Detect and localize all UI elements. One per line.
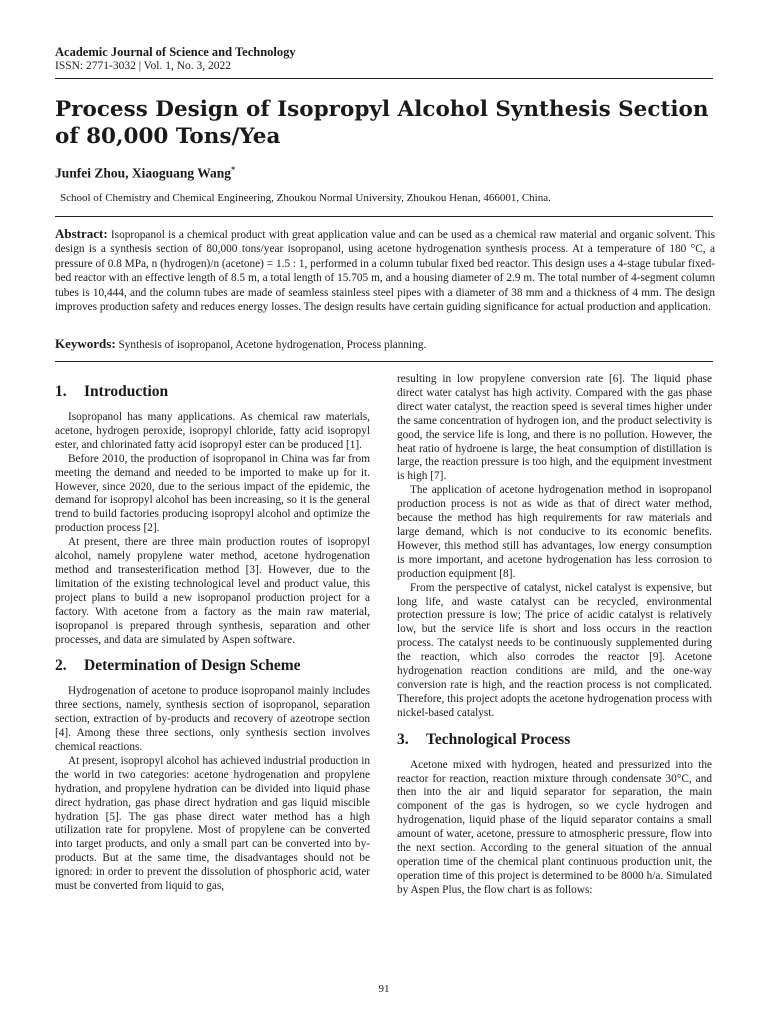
paragraph: At present, isopropyl alcohol has achieved industrial production in the world in two categories: acetone hydrogenation and propylene hydration, and propylene hydration can be divided into liquid phase direct hydration, gas phase direct hydration and gas liquid miscible hydration [5]. The gas phase direct water method has a high utilization rate for propylene. Most of propylene can be converted into target products, and only a small part can be converted into by-products. But at the same time, the disadvantages should not be ignored: in order to prevent the dissolution of phosphoric acid, water must be converted from liquid to gas,: [55, 754, 370, 893]
keywords-label: Keywords:: [55, 336, 116, 351]
keywords-text: Synthesis of isopropanol, Acetone hydrogenation, Process planning.: [118, 339, 427, 351]
paragraph: Before 2010, the production of isopropanol in China was far from meeting the demand and needed to be imported to make up for it. However, since 2020, due to the serious impact of the epidemic, the demand for isopropyl alcohol has been increasing, so it is the general trend to build factories producing isopropyl alcohol and optimize the production process [2].: [55, 452, 370, 535]
affiliation: School of Chemistry and Chemical Engineering, Zhoukou Normal University, Zhoukou Henan, 466001, China.: [60, 192, 551, 204]
paragraph: Acetone mixed with hydrogen, heated and pressurized into the reactor for reaction, reaction mixture through condensate 30°C, and then into the air and liquid separator for separation, the main component of the gas is hydrogen, so we cycle hydrogen and hydrogenation, liquid phase of the liquid separator contains a small amount of water, acetone, pressure to atmospheric pressure, flow into the next section. According to the general situation of the annual operation time of the chemical plant continuous production unit, the operation time of this project is determined to be 8000 h/a. Simulated by Aspen Plus, the flow chart is as follows:: [397, 758, 712, 896]
paper-title: Process Design of Isopropyl Alcohol Synthesis Section of 80,000 Tons/Yea: [55, 97, 709, 149]
keywords-divider: [55, 361, 713, 362]
keywords: [55, 337, 715, 352]
section-heading-introduction: [55, 383, 370, 401]
section-number: 2.: [55, 657, 67, 675]
corresponding-author-mark: *: [231, 165, 236, 174]
journal-issn: ISSN: 2771-3032 | Vol. 1, No. 3, 2022: [55, 60, 231, 72]
paragraph: Isopropanol has many applications. As chemical raw materials, acetone, hydrogen peroxide, isopropyl chloride, fatty acid isopropyl ester, and chlorinated fatty acid isopropyl ester can be produced [1].: [55, 411, 370, 451]
left-column: [55, 373, 370, 894]
journal-header: [55, 45, 715, 73]
page-number: 91: [378, 983, 390, 995]
author-list: [55, 165, 235, 182]
paragraph: From the perspective of catalyst, nickel catalyst is expensive, but long life, and waste catalyst can be recycled, environmental protection pressure is low; The price of acidic catalyst is relatively low, but the service life is short and loss occurs in the reaction process. The catalyst needs to be continuously supplemented during the reaction, which also corrodes the reactor [9]. Acetone hydrogenation reaction conditions are mild, and the one-way conversion rate is high, and the reaction process is not complicated. Therefore, this project adopts the acetone hydrogenation process with nickel-based catalyst.: [397, 581, 712, 719]
section-number: 3.: [397, 730, 409, 748]
section-title: Introduction: [84, 383, 169, 400]
section-heading-design-scheme: [55, 657, 370, 675]
journal-name: Academic Journal of Science and Technology: [55, 45, 296, 59]
paragraph: At present, there are three main production routes of isopropyl alcohol, namely propylene water method, acetone hydrogenation method and transesterification method [3]. However, due to the limitation of the existing technological level and product value, this project plans to build a new isopropanol production project for a factory. With acetone from a factory as the main raw material, isopropanol is prepared through synthesis, separation and other processes, and data are simulated by Aspen software.: [55, 536, 370, 646]
section-heading-technological-process: [397, 731, 712, 749]
affiliation-divider: [55, 216, 713, 217]
paragraph: The application of acetone hydrogenation method in isopropanol production process is not as wide as that of direct water method, because the method has high requirements for raw materials and large demand, which is not conducive to its economic benefits. However, this method still has advantages, low energy consumption is more important, and acetone hydrogenation has less corrosion to production equipment [8].: [397, 484, 712, 580]
section-title: Determination of Design Scheme: [84, 657, 301, 675]
abstract-label: Abstract:: [55, 226, 108, 241]
author-names: Junfei Zhou, Xiaoguang Wang: [55, 165, 232, 181]
paragraph: resulting in low propylene conversion rate [6]. The liquid phase direct water catalyst has high activity. Compared with the gas phase direct water catalyst, the reaction speed is several times higher under the same concentration of hydrogen ion, and the product selectivity is good, the service life is long, and there is no pollution. However, the heat ratio of hydroene is large, the heat consumption of distillation is large, the reaction pressure is too high, and the equipment investment is high [7].: [397, 373, 712, 483]
abstract: [55, 227, 715, 314]
right-column: [397, 373, 712, 898]
header-divider: [55, 78, 713, 79]
paragraph: Hydrogenation of acetone to produce isopropanol mainly includes three sections, namely, synthesis section of isopropanol, separation section, extraction of by-products and recovery of azeotrope section [4]. Among these three sections, only synthesis section involves chemical reactions.: [55, 685, 370, 754]
section-number: 1.: [55, 383, 67, 400]
abstract-text: Isopropanol is a chemical product with great application value and can be used as a chemical raw material and organic solvent. This design is a synthesis section of 80,000 tons/year isopropanol, using acetone hydrogenation synthesis process. At a temperature of 180 °C, a pressure of 0.8 MPa, n (hydrogen)/n (acetone) = 1.5 : 1, performed in a column tubular fixed bed reactor. This design uses a 4-stage tubular fixed-bed reactor with an effective length of 8.5 m, a total length of 15.705 m, and a housing diameter of 2.9 m. The total number of 4-segment column tubes is 10,444, and the column tubes are made of seamless stainless steel pipes with a diameter of 38 mm and a thickness of 4 mm. The design improves production safety and reduces energy losses. The design results have certain guiding significance for actual production and application.: [55, 229, 715, 314]
section-title: Technological Process: [426, 730, 571, 748]
